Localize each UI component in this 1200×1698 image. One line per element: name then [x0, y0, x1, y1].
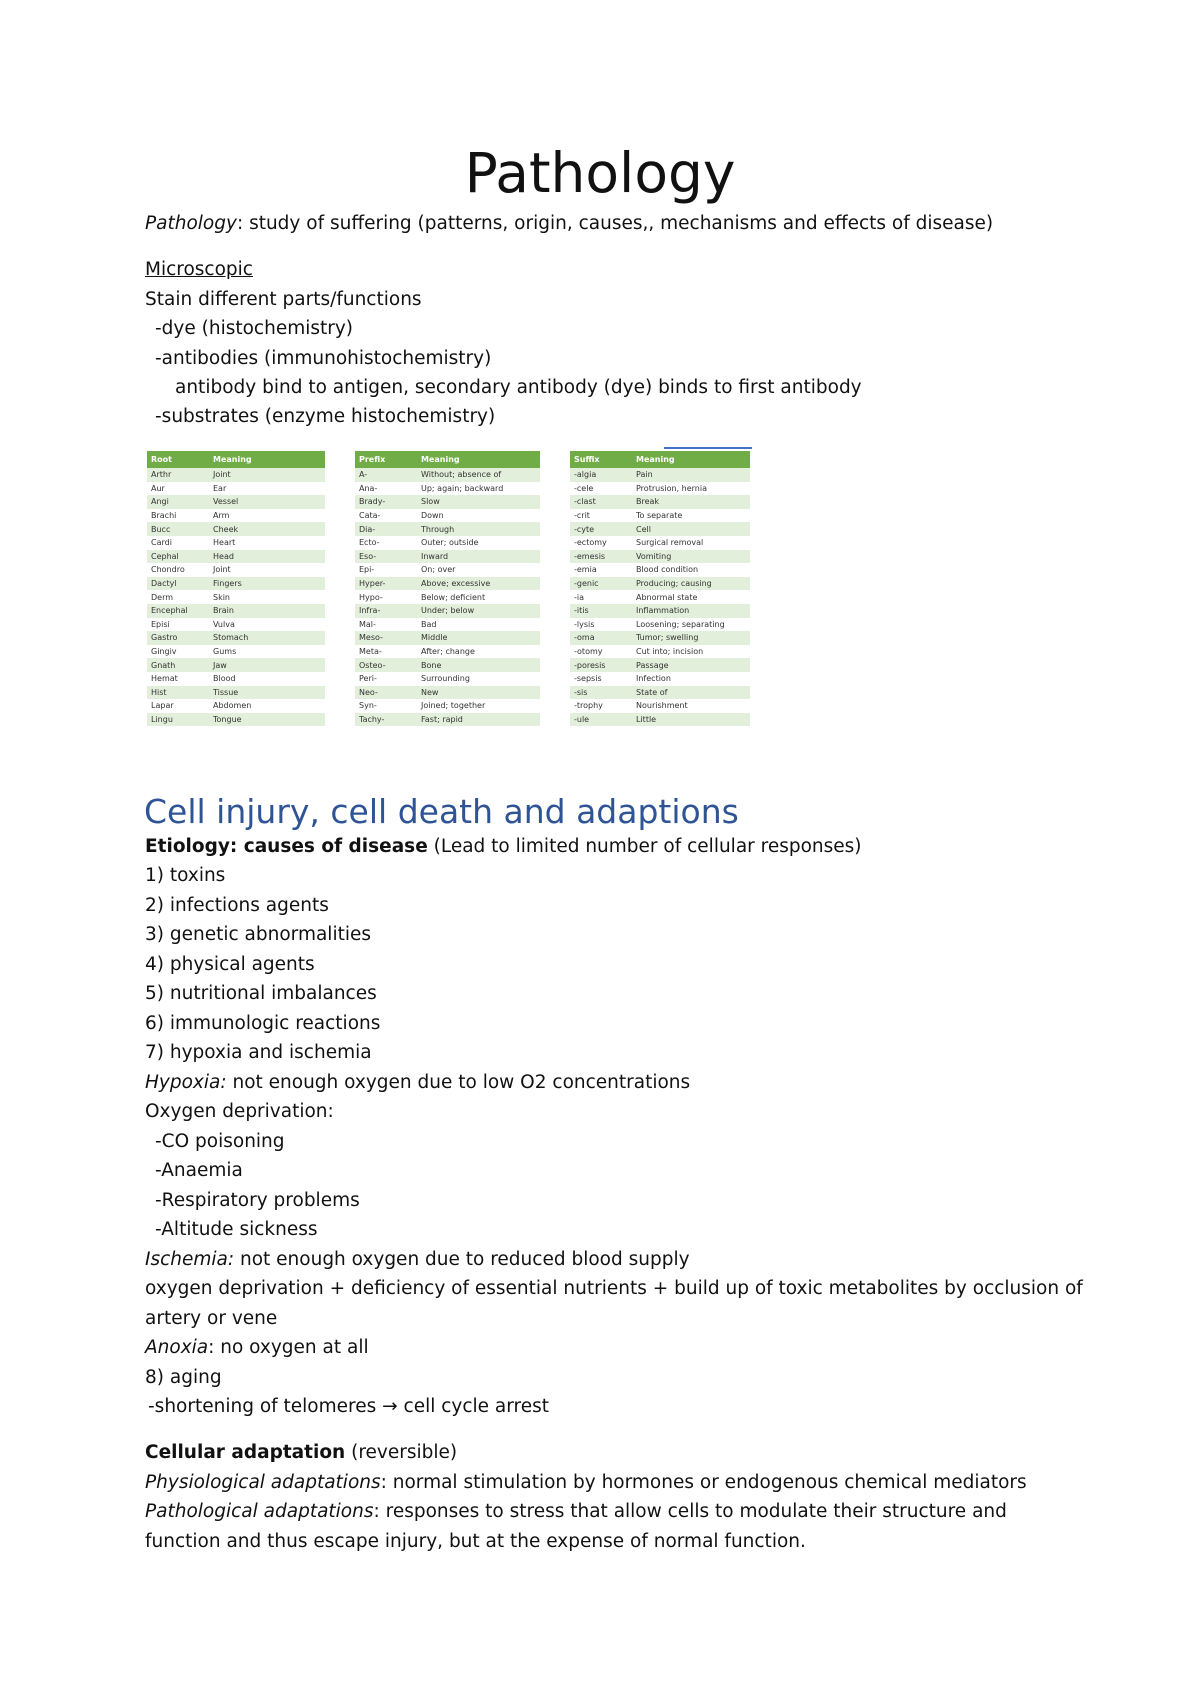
- substrates-line: -substrates (enzyme histochemistry): [155, 406, 496, 427]
- table-row: [355, 672, 540, 686]
- table-header-cell: Root: [147, 451, 209, 468]
- aging-detail: [148, 1395, 549, 1419]
- table-cell: -emesis: [570, 550, 632, 564]
- table-row: [147, 618, 325, 632]
- section-heading: Cell injury, cell death and adaptions: [144, 792, 739, 831]
- table-cell: Joint: [209, 468, 325, 482]
- table-cell: -crit: [570, 509, 632, 523]
- deprivation-heading: Oxygen deprivation:: [145, 1101, 334, 1122]
- table-cell: New: [417, 686, 540, 700]
- table-cell: Vulva: [209, 618, 325, 632]
- table-header-cell: Prefix: [355, 451, 417, 468]
- table-row: [570, 618, 750, 632]
- table-cell: -ectomy: [570, 536, 632, 550]
- table-cell: Head: [209, 550, 325, 564]
- physiological-text: : normal stimulation by hormones or endogenous chemical mediators: [380, 1472, 1027, 1493]
- table-row: [355, 468, 540, 482]
- table-cell: Gnath: [147, 658, 209, 672]
- anoxia-line: [145, 1336, 369, 1360]
- table-cell: Mal-: [355, 618, 417, 632]
- table-row: [570, 686, 750, 700]
- table-row: [355, 658, 540, 672]
- table-cell: Ana-: [355, 482, 417, 496]
- table-cell: Lapar: [147, 699, 209, 713]
- table-cell: Surgical removal: [632, 536, 750, 550]
- table-cell: Derm: [147, 590, 209, 604]
- list-item: 2) infections agents: [145, 895, 329, 916]
- ischemia-text: not enough oxygen due to reduced blood supply: [234, 1249, 690, 1270]
- table-cell: Episi: [147, 618, 209, 632]
- dye-line: -dye (histochemistry): [155, 318, 354, 339]
- table-cell: -poresis: [570, 658, 632, 672]
- adaptation-term: Cellular adaptation: [145, 1442, 346, 1463]
- table-row: [570, 645, 750, 659]
- table-row: [570, 495, 750, 509]
- table-cell: Tachy-: [355, 713, 417, 727]
- table-cell: -itis: [570, 604, 632, 618]
- etiology-line: [145, 835, 862, 859]
- table-cell: Arm: [209, 509, 325, 523]
- table-cell: Blood condition: [632, 563, 750, 577]
- table-cell: Tongue: [209, 713, 325, 727]
- table-cell: Arthr: [147, 468, 209, 482]
- table-cell: Dactyl: [147, 577, 209, 591]
- table-cell: -trophy: [570, 699, 632, 713]
- table-cell: Slow: [417, 495, 540, 509]
- table-header-row: [147, 451, 325, 468]
- table-row: [355, 522, 540, 536]
- table-cell: -emia: [570, 563, 632, 577]
- pathological-line: [145, 1500, 1007, 1524]
- adaptation-text: (reversible): [345, 1442, 458, 1463]
- table-cell: -oma: [570, 631, 632, 645]
- list-item: 4) physical agents: [145, 954, 315, 975]
- microscopic-heading: Microscopic: [145, 259, 253, 280]
- table-cell: Loosening; separating: [632, 618, 750, 632]
- list-item: -Anaemia: [155, 1160, 243, 1181]
- table-row: [355, 604, 540, 618]
- table-row: [147, 590, 325, 604]
- table-row: [147, 495, 325, 509]
- table-cell: -ule: [570, 713, 632, 727]
- table-header-cell: Meaning: [209, 451, 325, 468]
- table-cell: Jaw: [209, 658, 325, 672]
- table-cell: Meta-: [355, 645, 417, 659]
- list-item: -CO poisoning: [155, 1131, 285, 1152]
- prefix-table: [355, 451, 540, 726]
- table-cell: Tumor; swelling: [632, 631, 750, 645]
- aging-detail-b: cell cycle arrest: [397, 1396, 550, 1417]
- physiological-term: Physiological adaptations: [145, 1472, 381, 1493]
- table-row: [147, 645, 325, 659]
- ischemia-line: [145, 1248, 690, 1272]
- table-cell: Below; deficient: [417, 590, 540, 604]
- table-cell: Hist: [147, 686, 209, 700]
- table-cell: Cata-: [355, 509, 417, 523]
- root-table: [147, 451, 325, 726]
- table-row: [147, 699, 325, 713]
- table-cell: Cheek: [209, 522, 325, 536]
- arrow-icon: →: [382, 1396, 398, 1417]
- table-row: [570, 550, 750, 564]
- table-row: [147, 604, 325, 618]
- pathological-line-cont: function and thus escape injury, but at the expense of normal function.: [145, 1531, 806, 1552]
- table-row: [147, 536, 325, 550]
- table-cell: Encephal: [147, 604, 209, 618]
- table-row: [147, 658, 325, 672]
- table-row: [147, 713, 325, 727]
- table-cell: Passage: [632, 658, 750, 672]
- table-header-row: [355, 451, 540, 468]
- table-cell: Pain: [632, 468, 750, 482]
- table-cell: Gastro: [147, 631, 209, 645]
- table-cell: Bucc: [147, 522, 209, 536]
- table-cell: Stomach: [209, 631, 325, 645]
- table-cell: Without; absence of: [417, 468, 540, 482]
- table-cell: Eso-: [355, 550, 417, 564]
- list-item: 5) nutritional imbalances: [145, 983, 377, 1004]
- table-cell: Bone: [417, 658, 540, 672]
- table-row: [355, 686, 540, 700]
- table-row: [355, 509, 540, 523]
- table-row: [355, 699, 540, 713]
- table-cell: Inflammation: [632, 604, 750, 618]
- table-cell: Osteo-: [355, 658, 417, 672]
- table-cell: Cephal: [147, 550, 209, 564]
- table-header-cell: Suffix: [570, 451, 632, 468]
- list-item: 3) genetic abnormalities: [145, 924, 372, 945]
- table-cell: Abnormal state: [632, 590, 750, 604]
- table-cell: -cyte: [570, 522, 632, 536]
- table-cell: -otomy: [570, 645, 632, 659]
- table-cell: Cardi: [147, 536, 209, 550]
- table-cell: Joint: [209, 563, 325, 577]
- table-cell: Syn-: [355, 699, 417, 713]
- table-cell: State of: [632, 686, 750, 700]
- table-cell: Hemat: [147, 672, 209, 686]
- table-cell: Infra-: [355, 604, 417, 618]
- table-cell: Angi: [147, 495, 209, 509]
- table-cell: Down: [417, 509, 540, 523]
- table-cell: Gingiv: [147, 645, 209, 659]
- table-cell: Through: [417, 522, 540, 536]
- table-cell: Vessel: [209, 495, 325, 509]
- table-cell: Under; below: [417, 604, 540, 618]
- table-cell: Fast; rapid: [417, 713, 540, 727]
- table-cell: Cut into; incision: [632, 645, 750, 659]
- table-header-cell: Meaning: [632, 451, 750, 468]
- antibodies-line: -antibodies (immunohistochemistry): [155, 348, 492, 369]
- table-cell: Protrusion, hernia: [632, 482, 750, 496]
- table-cell: Lingu: [147, 713, 209, 727]
- ischemia-detail-cont: artery or vene: [145, 1308, 278, 1329]
- table-cell: -cele: [570, 482, 632, 496]
- table-cell: Bad: [417, 618, 540, 632]
- table-cell: Middle: [417, 631, 540, 645]
- page-title: Pathology: [464, 141, 736, 205]
- table-cell: Cell: [632, 522, 750, 536]
- antibody-note: antibody bind to antigen, secondary antibody (dye) binds to first antibody: [175, 377, 862, 398]
- table-row: [570, 590, 750, 604]
- table-cell: After; change: [417, 645, 540, 659]
- table-cell: Gums: [209, 645, 325, 659]
- table-row: [147, 577, 325, 591]
- definition-term: Pathology: [145, 213, 237, 234]
- table-cell: Hyper-: [355, 577, 417, 591]
- table-cell: Brachi: [147, 509, 209, 523]
- table-row: [355, 645, 540, 659]
- table-row: [147, 550, 325, 564]
- table-row: [570, 536, 750, 550]
- table-cell: Ear: [209, 482, 325, 496]
- table-row: [355, 577, 540, 591]
- table-cell: Brain: [209, 604, 325, 618]
- physiological-line: [145, 1471, 1027, 1495]
- table-cell: Abdomen: [209, 699, 325, 713]
- table-cell: Ecto-: [355, 536, 417, 550]
- table-cell: Peri-: [355, 672, 417, 686]
- table-row: [355, 495, 540, 509]
- list-item: 6) immunologic reactions: [145, 1013, 381, 1034]
- hypoxia-term: Hypoxia:: [145, 1072, 227, 1093]
- table-cell: Outer; outside: [417, 536, 540, 550]
- table-cell: Break: [632, 495, 750, 509]
- table-cell: Blood: [209, 672, 325, 686]
- table-cell: Fingers: [209, 577, 325, 591]
- table-cell: Chondro: [147, 563, 209, 577]
- table-cell: Neo-: [355, 686, 417, 700]
- pathology-definition: [145, 212, 993, 236]
- table-row: [147, 468, 325, 482]
- table-cell: Surrounding: [417, 672, 540, 686]
- table-cell: -sepsis: [570, 672, 632, 686]
- table-cell: -ia: [570, 590, 632, 604]
- table-row: [147, 686, 325, 700]
- table-row: [147, 563, 325, 577]
- table-row: [147, 509, 325, 523]
- table-cell: Epi-: [355, 563, 417, 577]
- table-row: [355, 536, 540, 550]
- suffix-table: [570, 451, 750, 726]
- table-row: [570, 509, 750, 523]
- table-cell: Aur: [147, 482, 209, 496]
- table-cell: A-: [355, 468, 417, 482]
- ischemia-term: Ischemia:: [145, 1249, 235, 1270]
- etiology-term: Etiology: causes of disease: [145, 836, 428, 857]
- table-row: [147, 522, 325, 536]
- table-cell: Vomiting: [632, 550, 750, 564]
- stain-line: Stain different parts/functions: [145, 289, 422, 310]
- table-row: [355, 550, 540, 564]
- table-cell: On; over: [417, 563, 540, 577]
- table-row: [355, 563, 540, 577]
- table-cell: Heart: [209, 536, 325, 550]
- table-cell: To separate: [632, 509, 750, 523]
- table-cell: Dia-: [355, 522, 417, 536]
- table-cell: -sis: [570, 686, 632, 700]
- table-cell: Infection: [632, 672, 750, 686]
- definition-text: : study of suffering (patterns, origin, causes,, mechanisms and effects of disease): [236, 213, 994, 234]
- table-row: [355, 590, 540, 604]
- list-item: 7) hypoxia and ischemia: [145, 1042, 372, 1063]
- list-item: -Respiratory problems: [155, 1190, 360, 1211]
- table-row: [570, 577, 750, 591]
- table-cell: Little: [632, 713, 750, 727]
- table-cell: -algia: [570, 468, 632, 482]
- table-cell: Joined; together: [417, 699, 540, 713]
- table-row: [147, 482, 325, 496]
- hypoxia-line: [145, 1071, 690, 1095]
- table-row: [570, 672, 750, 686]
- ischemia-detail: oxygen deprivation + deficiency of essential nutrients + build up of toxic metabolites by occlusion of: [145, 1278, 1083, 1299]
- table-cell: -clast: [570, 495, 632, 509]
- table-cell: Hypo-: [355, 590, 417, 604]
- table-cell: -genic: [570, 577, 632, 591]
- table-cell: Producing; causing: [632, 577, 750, 591]
- table-row: [147, 672, 325, 686]
- table-row: [570, 604, 750, 618]
- hypoxia-text: not enough oxygen due to low O2 concentrations: [226, 1072, 691, 1093]
- table-row: [355, 482, 540, 496]
- table-cell: Brady-: [355, 495, 417, 509]
- table-cell: Inward: [417, 550, 540, 564]
- pathological-term: Pathological adaptations: [145, 1501, 374, 1522]
- table-row: [570, 713, 750, 727]
- aging-item: 8) aging: [145, 1367, 222, 1388]
- table-row: [570, 563, 750, 577]
- table-row: [355, 618, 540, 632]
- table-cell: Tissue: [209, 686, 325, 700]
- adaptation-line: [145, 1441, 457, 1465]
- table-row: [355, 631, 540, 645]
- table-row: [147, 631, 325, 645]
- aging-detail-a: -shortening of telomeres: [148, 1396, 383, 1417]
- table-row: [570, 631, 750, 645]
- table-cell: -lysis: [570, 618, 632, 632]
- table-row: [355, 713, 540, 727]
- pathological-text: : responses to stress that allow cells to modulate their structure and: [373, 1501, 1007, 1522]
- table-cell: Skin: [209, 590, 325, 604]
- table-header-cell: Meaning: [417, 451, 540, 468]
- list-item: 1) toxins: [145, 865, 226, 886]
- decorative-underline: [664, 447, 752, 449]
- table-cell: Up; again; backward: [417, 482, 540, 496]
- table-row: [570, 482, 750, 496]
- table-header-row: [570, 451, 750, 468]
- etiology-text: (Lead to limited number of cellular responses): [427, 836, 862, 857]
- table-cell: Above; excessive: [417, 577, 540, 591]
- anoxia-term: Anoxia: [145, 1337, 209, 1358]
- table-row: [570, 468, 750, 482]
- table-row: [570, 522, 750, 536]
- table-cell: Nourishment: [632, 699, 750, 713]
- list-item: -Altitude sickness: [155, 1219, 318, 1240]
- table-row: [570, 658, 750, 672]
- table-row: [570, 699, 750, 713]
- anoxia-text: : no oxygen at all: [208, 1337, 369, 1358]
- table-cell: Meso-: [355, 631, 417, 645]
